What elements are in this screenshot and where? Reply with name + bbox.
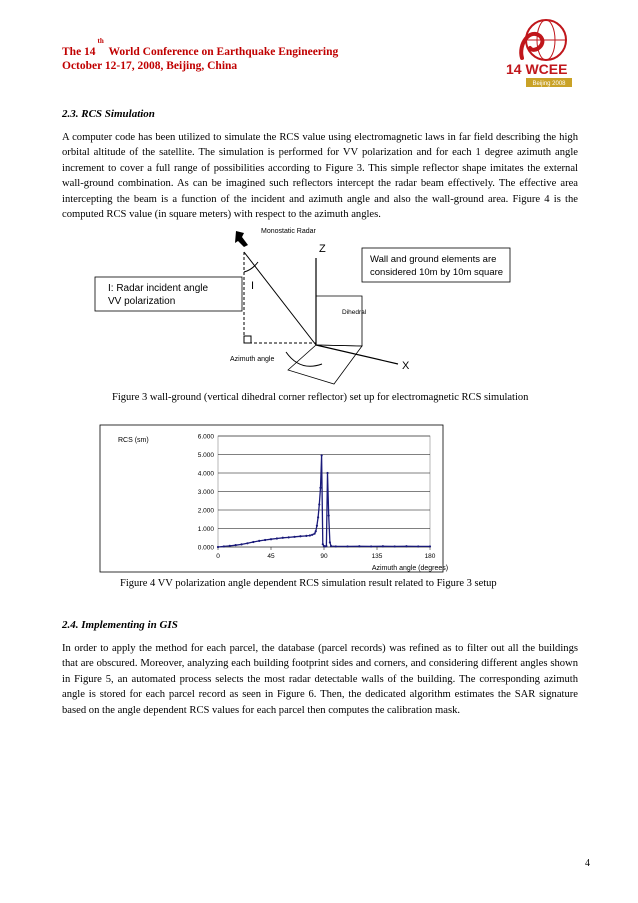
data-point	[217, 546, 219, 548]
data-point	[319, 487, 321, 489]
azimuth-label: Azimuth angle	[230, 356, 275, 363]
page-number: 4	[585, 858, 590, 869]
box-right-line1: Wall and ground elements are	[370, 254, 497, 265]
data-point	[288, 536, 290, 538]
data-point	[293, 536, 295, 538]
data-point	[229, 545, 231, 547]
y-tick-label: 1.000	[197, 526, 214, 533]
figure-4-chart	[0, 420, 638, 580]
logo-text: 14 WCEE	[506, 61, 568, 77]
data-point	[305, 535, 307, 537]
x-tick-label: 135	[371, 553, 383, 560]
monostatic-label: Monostatic Radar	[261, 228, 316, 235]
data-point	[322, 543, 324, 545]
figure-3-diagram	[0, 0, 638, 400]
data-point	[417, 545, 419, 547]
chart-frame	[100, 425, 443, 572]
dihedral-label: Dihedral	[342, 309, 367, 316]
box-left-line1: I: Radar incident angle	[108, 283, 209, 294]
data-point	[358, 545, 360, 547]
y-tick-label: 0.000	[197, 544, 214, 552]
x-tick-label: 0	[216, 553, 220, 560]
data-point	[276, 537, 278, 539]
data-point	[405, 545, 407, 547]
incident-angle-label: I	[251, 280, 255, 292]
data-point	[328, 514, 330, 516]
data-point	[299, 535, 301, 537]
data-point	[318, 503, 320, 505]
y-tick-label: 6.000	[197, 433, 214, 441]
data-point	[258, 540, 260, 542]
x-tick-label: 45	[267, 553, 275, 560]
data-point	[370, 545, 372, 547]
box-right-line2: considered 10m by 10m square	[370, 267, 504, 278]
data-point	[326, 472, 328, 474]
section-2-3-paragraph: A computer code has been utilized to simulate the RCS value using electromagnetic laws in far field describing the high orbital altitude of the satellite. The simulation is performed for VV polarization and for each 1 degree azimuth angle increment to cover a full range of possibilities according to Figure 3. This simple reflector shape imitates the external wall-ground combination. As can be imagined such reflectors intercept the radar beam effectively. The effective area intercepting the beam is a function of the incident and azimuth angle and also the wall-ground area. Figure 4 is the computed RCS value (in square meters) with respect to the azimuth angles.	[62, 132, 578, 221]
data-point	[382, 545, 384, 547]
data-point	[346, 545, 348, 547]
data-point	[394, 545, 396, 547]
data-point	[313, 533, 315, 535]
data-point	[330, 545, 332, 547]
z-axis-label: Z	[319, 243, 326, 255]
y-tick-label: 5.000	[197, 452, 214, 459]
section-2-4-title: 2.4. Implementing in GIS	[62, 619, 178, 631]
logo-subtext: Beijing 2008	[532, 81, 566, 87]
box-left-line2: VV polarization	[108, 296, 176, 307]
data-point	[325, 545, 327, 547]
data-point	[240, 543, 242, 545]
y-tick-label: 3.000	[197, 489, 214, 496]
data-point	[252, 541, 254, 543]
data-point	[429, 545, 431, 547]
data-point	[317, 516, 319, 518]
y-tick-label: 2.000	[197, 507, 214, 515]
figure-4-caption: Figure 4 VV polarization angle dependent RCS simulation result related to Figure 3 setup	[120, 578, 497, 589]
x-tick-label: 180	[424, 553, 436, 560]
data-point	[329, 541, 331, 543]
data-point	[223, 545, 225, 547]
section-2-4-paragraph: In order to apply the method for each parcel, the database (parcel records) was refined as to filter out all the buildings that are obscured. Moreover, analyzing each building footprint sides and corners, and considering different angles shown in Figure 5, an automated process selects the most radar detectable walls of the building. The corresponding azimuth angle is stored for each parcel record as seen in Figure 6. Then, the dedicated algorithm estimates the SAR signature based on the angle dependent RCS values for each parcel then computes the calibration mask.	[62, 643, 578, 716]
data-point	[309, 534, 311, 536]
x-axis-label: X	[402, 360, 410, 372]
conference-title: The 14th World Conference on Earthquake Engineering	[62, 37, 339, 58]
section-2-3-title: 2.3. RCS Simulation	[62, 108, 155, 120]
chart-xlabel: Azimuth angle (degrees)	[371, 565, 449, 572]
data-point	[264, 539, 266, 541]
radar-icon	[235, 231, 248, 247]
data-point	[321, 454, 323, 456]
chart-ylabel: RCS (sm)	[118, 437, 149, 444]
data-point	[246, 542, 248, 544]
conference-dates: October 12-17, 2008, Beijing, China	[62, 60, 238, 72]
data-point	[270, 538, 272, 540]
data-point	[311, 534, 313, 536]
figure-3-caption: Figure 3 wall-ground (vertical dihedral corner reflector) set up for electromagnetic RCS simulation	[112, 392, 529, 403]
data-point	[235, 544, 237, 546]
x-tick-label: 90	[320, 553, 328, 560]
data-point	[282, 537, 284, 539]
y-tick-label: 4.000	[197, 470, 214, 478]
data-point	[315, 530, 317, 532]
data-point	[316, 525, 318, 527]
data-point	[335, 545, 337, 547]
